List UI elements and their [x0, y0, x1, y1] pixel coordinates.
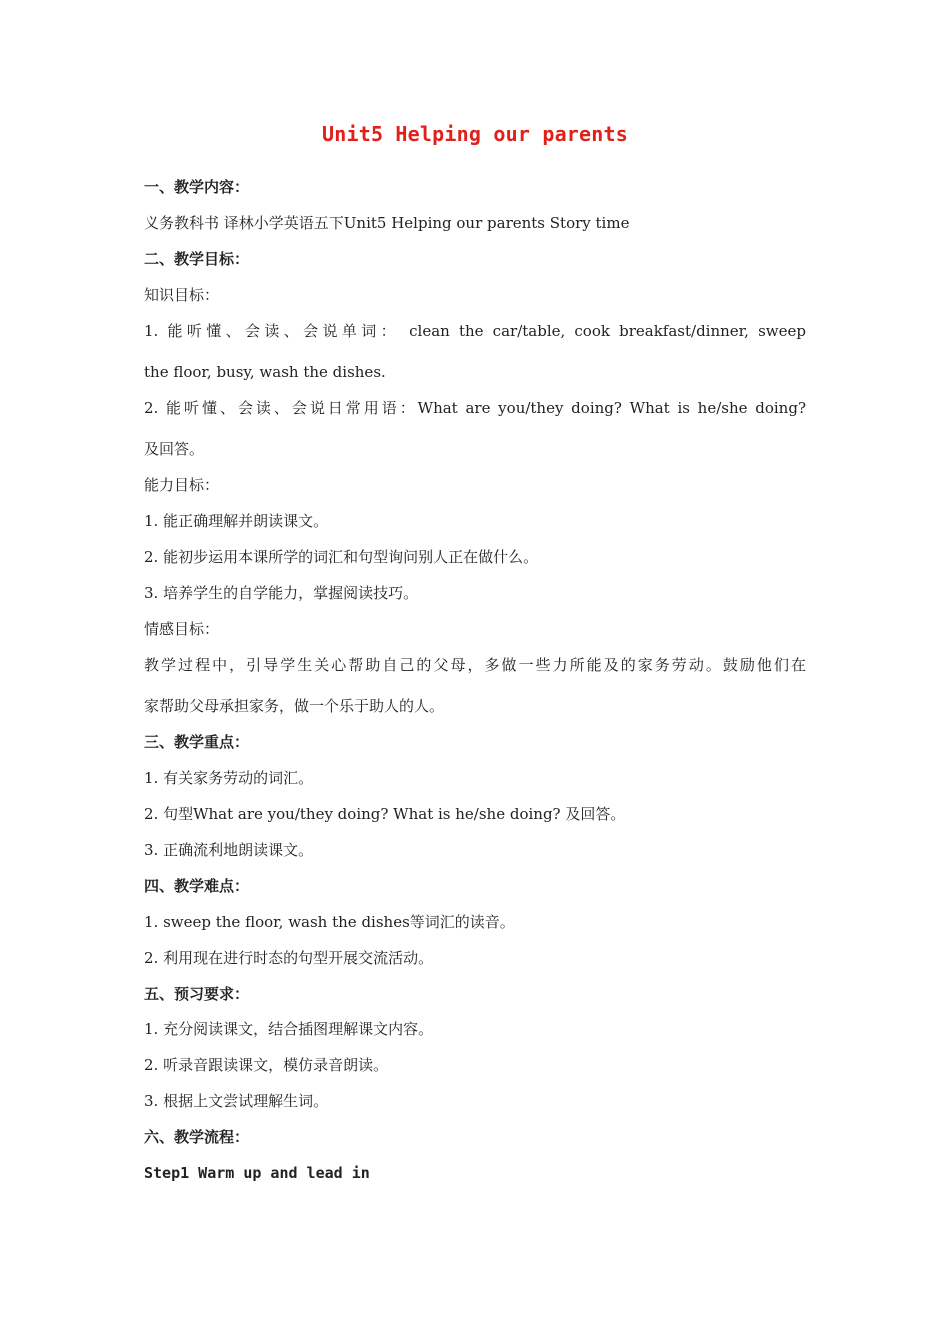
paragraph-line: 1. 能听懂、会读、会说单词： clean the car/table, cook breakfast/dinner, sweep [144, 322, 806, 340]
paragraph-line: 知识目标： [144, 286, 220, 304]
section-heading: 六、教学流程： [144, 1128, 250, 1146]
paragraph-line: 家帮助父母承担家务，做一个乐于助人的人。 [144, 697, 445, 715]
paragraph-line: 1. sweep the floor, wash the dishes等词汇的读音。 [144, 913, 515, 931]
step-heading: Step1 Warm up and lead in [144, 1164, 370, 1182]
paragraph-line: 3. 培养学生的自学能力，掌握阅读技巧。 [144, 584, 419, 602]
section-heading: 二、教学目标： [144, 250, 250, 268]
section-heading: 四、教学难点： [144, 877, 250, 895]
paragraph-line: 2. 利用现在进行时态的句型开展交流活动。 [144, 949, 434, 967]
section-heading: 一、教学内容： [144, 178, 250, 196]
paragraph-line: 教学过程中，引导学生关心帮助自己的父母，多做一些力所能及的家务劳动。鼓励他们在 [144, 656, 806, 674]
paragraph-line: 义务教科书 译林小学英语五下Unit5 Helping our parents Story time [144, 214, 630, 232]
document-title: Unit5 Helping our parents [321, 122, 629, 146]
paragraph-line: 能力目标： [144, 476, 220, 494]
paragraph-line: 2. 听录音跟读课文，模仿录音朗读。 [144, 1056, 389, 1074]
paragraph-line: 情感目标： [144, 620, 220, 638]
paragraph-line: 2. 能听懂、会读、会说日常用语：What are you/they doing? What is he/she doing? [144, 399, 806, 417]
paragraph-line: 2. 能初步运用本课所学的词汇和句型询问别人正在做什么。 [144, 548, 539, 566]
paragraph-line: 1. 充分阅读课文，结合插图理解课文内容。 [144, 1020, 434, 1038]
paragraph-line: 1. 有关家务劳动的词汇。 [144, 769, 314, 787]
paragraph-line: 2. 句型What are you/they doing? What is he/she doing? 及回答。 [144, 805, 626, 823]
paragraph-line: 及回答。 [144, 440, 205, 458]
section-heading: 三、教学重点： [144, 733, 250, 751]
section-heading: 五、预习要求： [144, 985, 250, 1003]
paragraph-line: the floor, busy, wash the dishes. [144, 363, 386, 381]
paragraph-line: 3. 正确流利地朗读课文。 [144, 841, 314, 859]
paragraph-line: 1. 能正确理解并朗读课文。 [144, 512, 329, 530]
paragraph-line: 3. 根据上文尝试理解生词。 [144, 1092, 329, 1110]
